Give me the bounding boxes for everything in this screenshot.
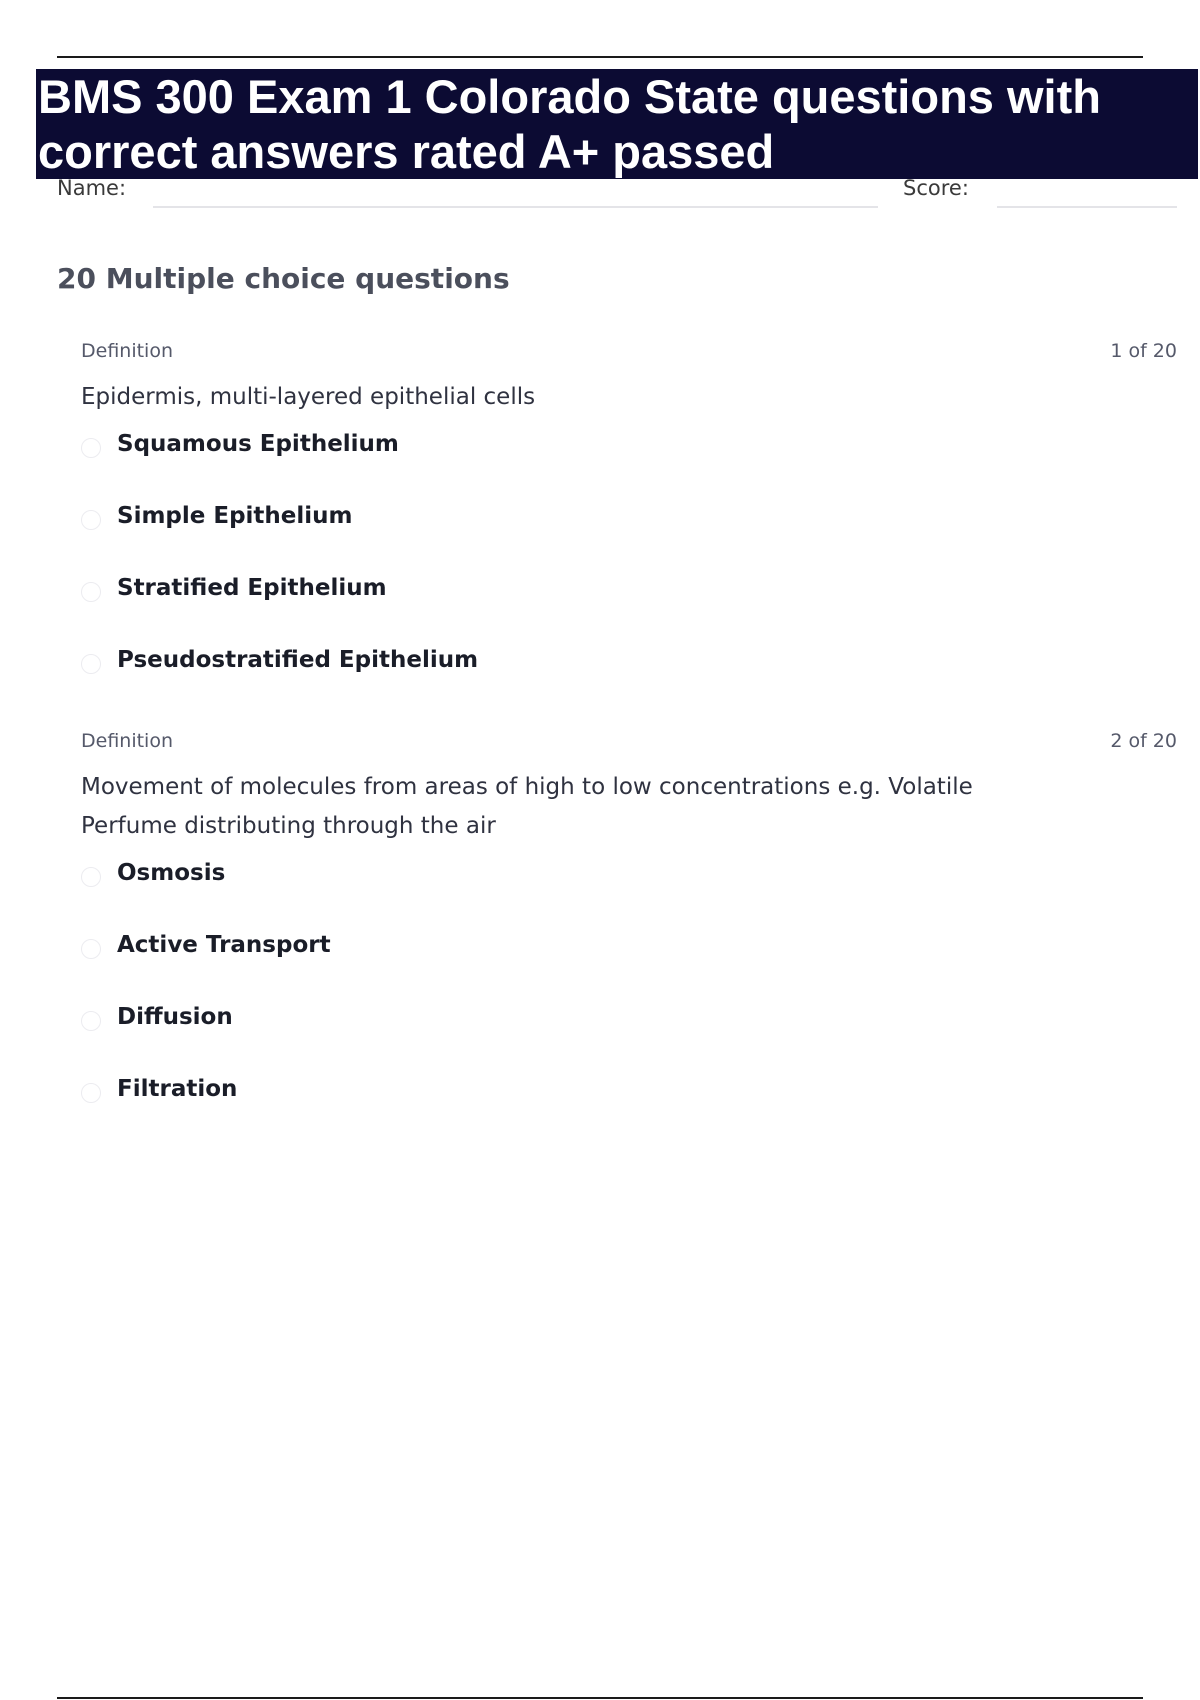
score-label: Score: xyxy=(903,176,969,200)
score-field[interactable] xyxy=(997,206,1177,208)
top-rule xyxy=(57,56,1143,58)
question-prompt: Epidermis, multi-layered epithelial cells xyxy=(81,384,536,410)
answer-option[interactable] xyxy=(81,932,1177,1004)
title-line-1: BMS 300 Exam 1 Colorado State questions with xyxy=(38,70,1101,123)
answer-option-label: Stratified Epithelium xyxy=(117,575,387,601)
radio-button[interactable] xyxy=(81,582,101,602)
bottom-rule xyxy=(57,1697,1143,1699)
answer-option[interactable] xyxy=(81,431,1177,503)
radio-button[interactable] xyxy=(81,867,101,887)
answer-option-label: Squamous Epithelium xyxy=(117,431,399,457)
answer-option[interactable] xyxy=(81,1004,1177,1076)
title-line-2: correct answers rated A+ passed xyxy=(38,125,775,178)
radio-button[interactable] xyxy=(81,510,101,530)
answer-option-label: Pseudostratified Epithelium xyxy=(117,647,479,673)
section-title: 20 Multiple choice questions xyxy=(57,262,510,295)
answer-option-label: Filtration xyxy=(117,1076,238,1102)
radio-button[interactable] xyxy=(81,1011,101,1031)
radio-button[interactable] xyxy=(81,939,101,959)
name-field[interactable] xyxy=(153,206,878,208)
name-label: Name: xyxy=(57,176,127,200)
answer-option[interactable] xyxy=(81,860,1177,932)
document-title-banner xyxy=(36,69,1198,179)
question-card xyxy=(81,340,1177,719)
answer-option-label: Osmosis xyxy=(117,860,226,886)
answer-options xyxy=(81,431,1177,719)
radio-button[interactable] xyxy=(81,1083,101,1103)
answer-option-label: Simple Epithelium xyxy=(117,503,353,529)
question-counter: 2 of 20 xyxy=(1110,730,1177,752)
answer-option[interactable] xyxy=(81,575,1177,647)
answer-option-label: Active Transport xyxy=(117,932,331,958)
name-score-row xyxy=(57,176,1177,210)
question-card xyxy=(81,730,1177,1148)
question-prompt: Movement of molecules from areas of high to low concentrations e.g. Volatile Perfume distributing through the air xyxy=(81,774,973,839)
answer-option[interactable] xyxy=(81,503,1177,575)
question-counter: 1 of 20 xyxy=(1110,340,1177,362)
answer-options xyxy=(81,860,1177,1148)
answer-option[interactable] xyxy=(81,1076,1177,1148)
answer-option-label: Diffusion xyxy=(117,1004,233,1030)
question-kind-label: Definition xyxy=(81,730,174,752)
answer-option[interactable] xyxy=(81,647,1177,719)
radio-button[interactable] xyxy=(81,438,101,458)
radio-button[interactable] xyxy=(81,654,101,674)
question-kind-label: Definition xyxy=(81,340,174,362)
